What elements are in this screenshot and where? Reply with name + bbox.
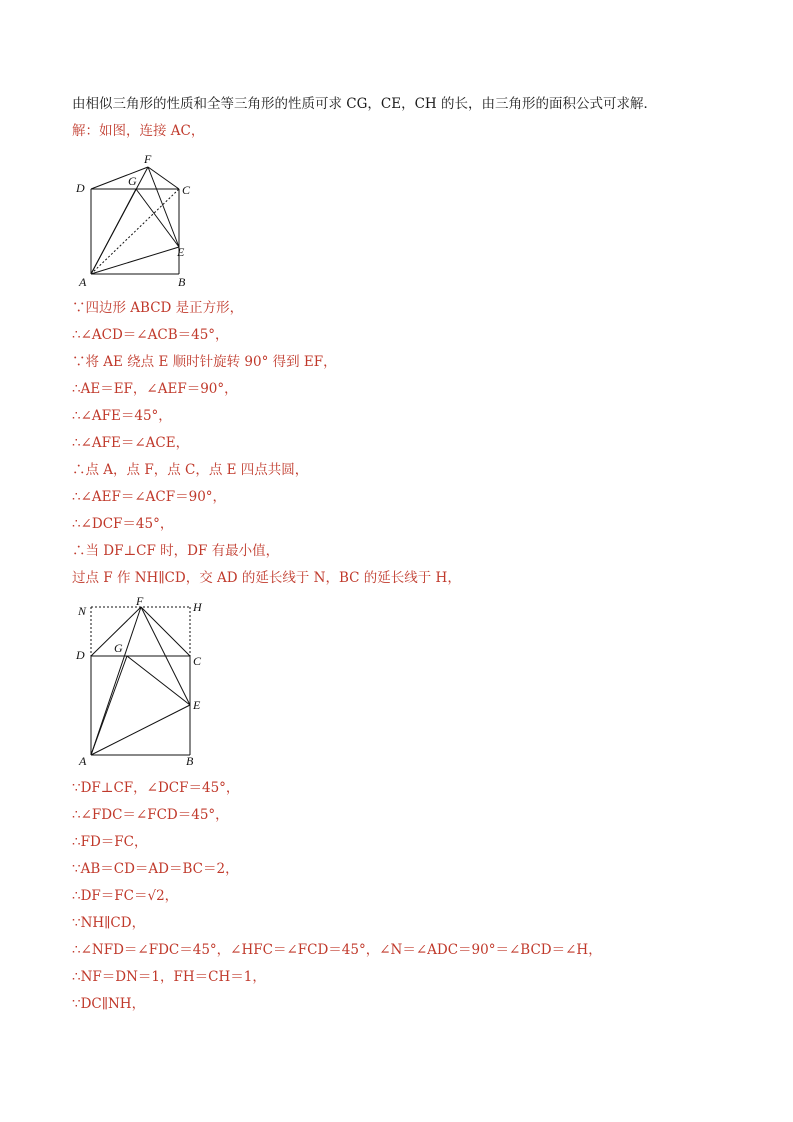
fig2-label-e: E (193, 698, 201, 712)
fig1-label-f: F (144, 152, 152, 166)
solution-start: 解：如图，连接 AC， (72, 123, 205, 139)
fig1-label-a: A (79, 275, 87, 289)
fig2-label-c: C (193, 654, 202, 668)
step-11: 过点 F 作 NH∥CD，交 AD 的延长线于 N，BC 的延长线于 H， (72, 570, 461, 586)
step-19: ∴NF＝DN＝1，FH＝CH＝1， (72, 969, 266, 985)
step-16: ∴DF＝FC＝√2， (72, 888, 179, 904)
step-4: ∴AE＝EF，∠AEF＝90°， (72, 381, 238, 397)
step-20: ∵DC∥NH， (72, 996, 146, 1012)
fig2-label-f: F (136, 595, 144, 608)
fig1-label-c: C (182, 183, 191, 197)
step-9: ∴∠DCF＝45°， (72, 516, 174, 532)
fig2-label-g: G (114, 641, 123, 655)
fig1-label-b: B (178, 275, 186, 289)
step-8: ∴∠AEF＝∠ACF＝90°， (72, 489, 227, 505)
step-5: ∴∠AFE＝45°， (72, 408, 172, 424)
fig2-label-d: D (76, 648, 85, 662)
fig1-label-g: G (128, 174, 137, 188)
fig2-label-h: H (193, 600, 202, 614)
step-2: ∴∠ACD＝∠ACB＝45°， (72, 327, 229, 343)
step-1: ∵四边形 ABCD 是正方形， (72, 300, 244, 316)
figure-1 (72, 150, 202, 290)
step-12: ∵DF⊥CF，∠DCF＝45°， (72, 780, 240, 796)
fig1-label-d: D (76, 181, 85, 195)
figure-2 (72, 595, 212, 770)
fig1-label-e: E (177, 245, 185, 259)
intro-text: 由相似三角形的性质和全等三角形的性质可求 CG，CE，CH 的长，由三角形的面积公式可求解． (72, 96, 657, 112)
fig2-label-b: B (186, 754, 194, 768)
step-14: ∴FD＝FC， (72, 834, 148, 850)
step-15: ∵AB＝CD＝AD＝BC＝2， (72, 861, 239, 877)
step-3: ∵将 AE 绕点 E 顺时针旋转 90° 得到 EF， (72, 354, 337, 370)
fig2-label-n: N (78, 604, 87, 618)
fig2-label-a: A (79, 754, 87, 768)
step-18: ∴∠NFD＝∠FDC＝45°，∠HFC＝∠FCD＝45°，∠N＝∠ADC＝90°＝∠BCD＝∠H， (72, 942, 602, 958)
step-13: ∴∠FDC＝∠FCD＝45°， (72, 807, 229, 823)
step-10: ∴当 DF⊥CF 时，DF 有最小值， (72, 543, 280, 559)
step-17: ∵NH∥CD， (72, 915, 146, 931)
step-6: ∴∠AFE＝∠ACE， (72, 435, 190, 451)
step-7: ∴点 A，点 F，点 C，点 E 四点共圆， (72, 462, 309, 478)
